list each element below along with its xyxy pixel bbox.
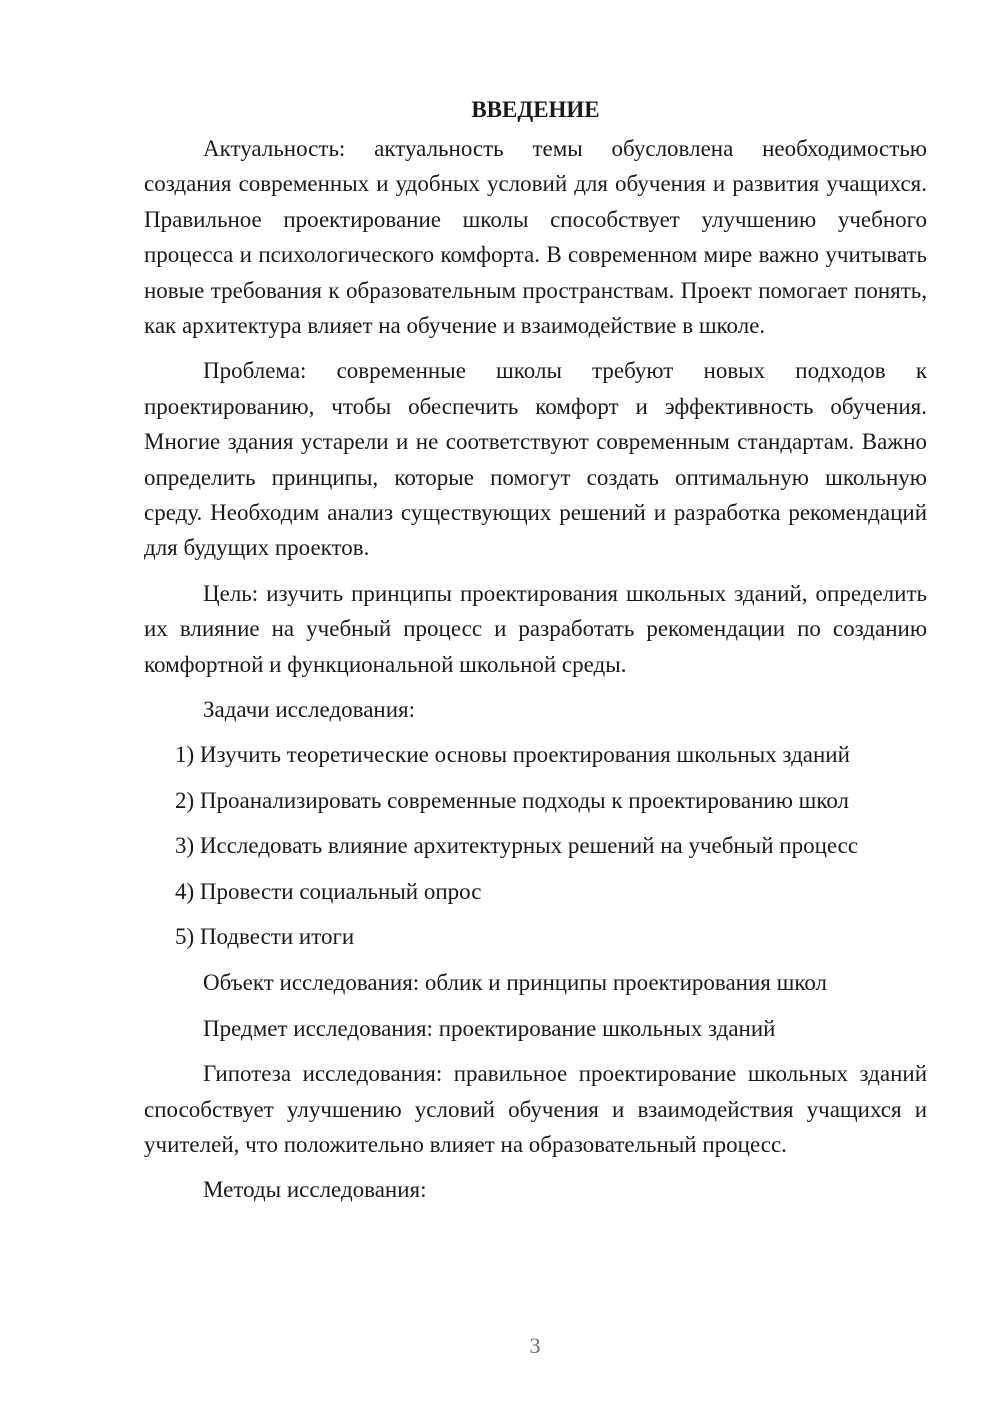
task-item: 1) Изучить теоретические основы проектирования школьных зданий (175, 742, 850, 768)
task-item: 2) Проанализировать современные подходы к проектированию школ (175, 787, 850, 813)
hypothesis-paragraph: Гипотеза исследования: правильное проектирование школьных зданий способствует улучшению условий обучения и взаимодействия учащихся и учителей, что положительно влияет на образовательный процесс. (144, 1061, 927, 1158)
research-subject: Предмет исследования: проектирование школьных зданий (203, 1015, 776, 1041)
problem-paragraph: Проблема: современные школы требуют новых подходов к проектированию, чтобы обеспечить комфорт и эффективность обучения. Многие здания устарели и не соответствуют современным стандартам. Важно определить принципы, которые помогут создать оптимальную школьную среду. Необходим анализ существующих решений и разработка рекомендаций для будущих проектов. (144, 358, 927, 561)
relevance-paragraph: Актуальность: актуальность темы обусловлена необходимостью создания современных и удобных условий для обучения и развития учащихся. Правильное проектирование школы способствует улучшению учебного процесса и психологического комфорта. В современном мире важно учитывать новые требования к образовательным пространствам. Проект помогает понять, как архитектура влияет на обучение и взаимодействие в школе. (144, 136, 927, 339)
document-page (144, 92, 927, 1217)
methods-label: Методы исследования: (203, 1177, 427, 1203)
tasks-list (144, 737, 927, 954)
section-title: ВВЕДЕНИЕ (471, 97, 600, 122)
task-item: 4) Провести социальный опрос (175, 878, 482, 904)
task-item: 3) Исследовать влияние архитектурных решений на учебный процесс (175, 833, 859, 859)
goal-paragraph: Цель: изучить принципы проектирования школьных зданий, определить их влияние на учебный процесс и разработать рекомендации по созданию комфортной и функциональной школьной среды. (144, 580, 927, 677)
task-item: 5) Подвести итоги (175, 924, 355, 950)
page-number: 3 (529, 1333, 541, 1358)
tasks-label: Задачи исследования: (203, 697, 416, 723)
research-object: Объект исследования: облик и принципы проектирования школ (203, 970, 828, 996)
